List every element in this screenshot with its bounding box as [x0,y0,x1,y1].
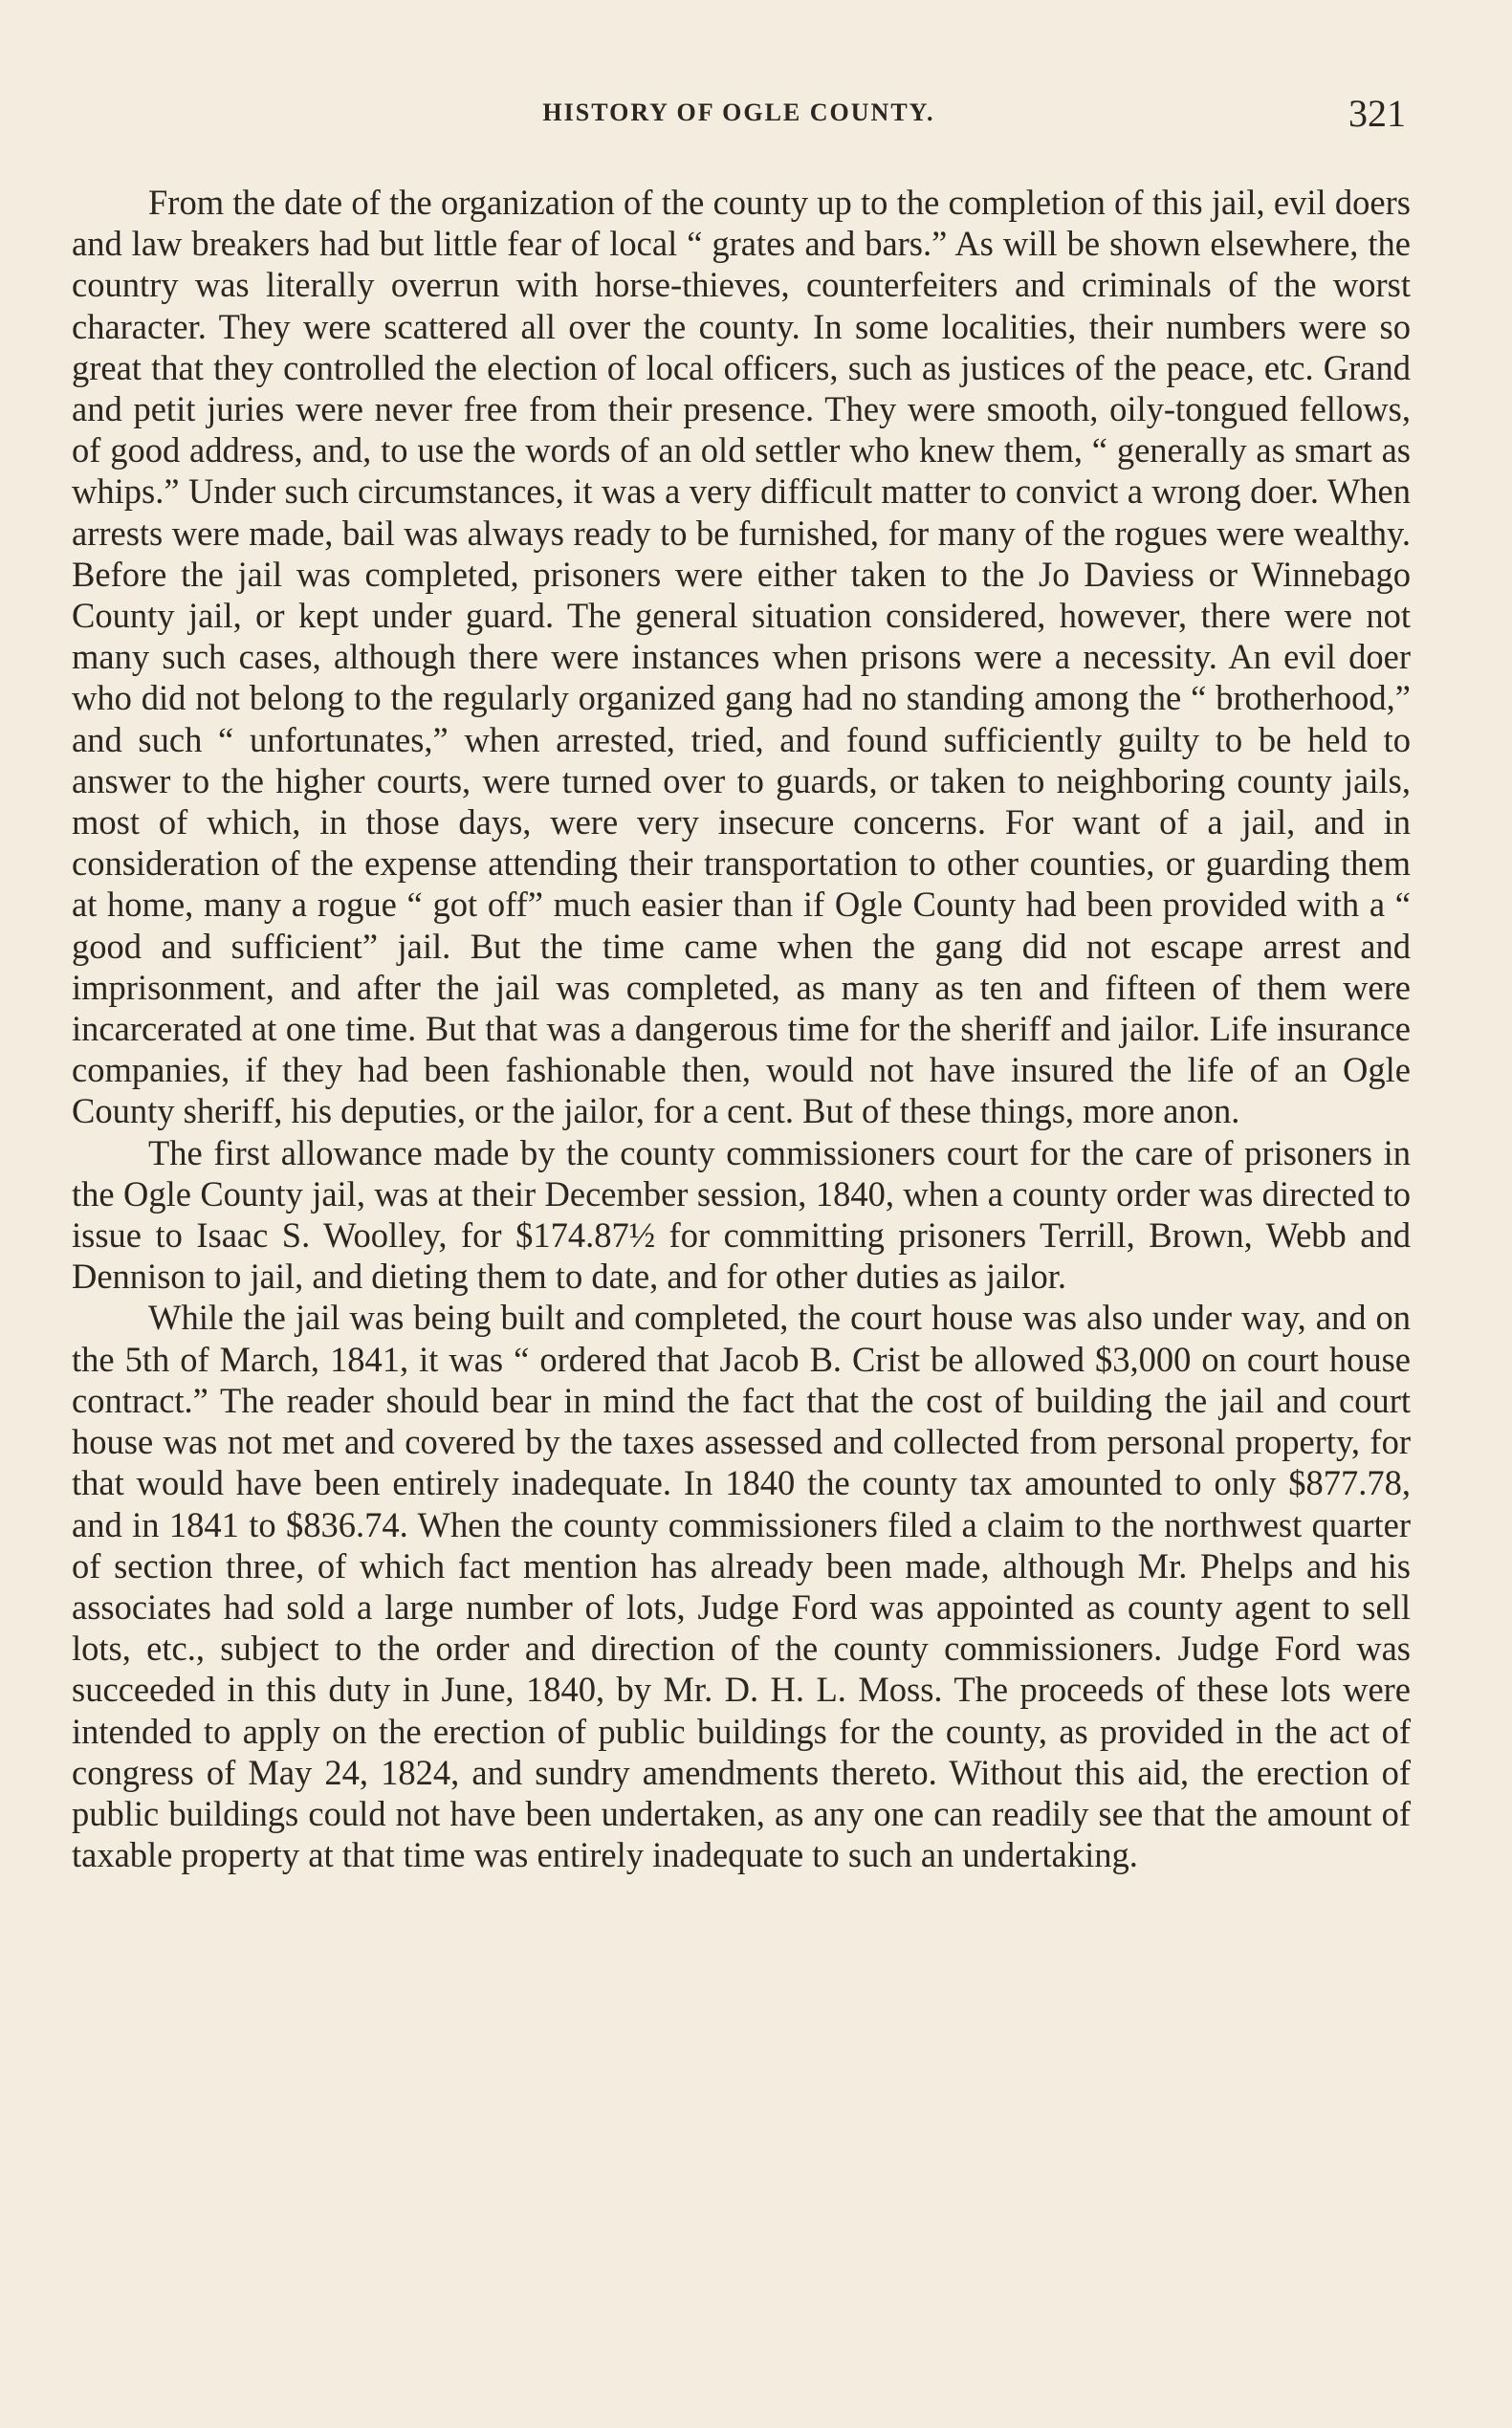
running-head: HISTORY OF OGLE COUNTY. [542,98,935,126]
page-header [72,91,1406,139]
paragraph-3: While the jail was being built and completed, the court house was also under way, and on the 5th of March, 1841, it was “ ordered that Jacob B. Crist be allowed $3,000 on court house contract.” The reader should bear in mind the fact that the cost of building the jail and court house was not met and covered by the taxes assessed and collected from personal property, for that would have been entirely inadequate. In 1840 the county tax amounted to only $877.78, and in 1841 to $836.74. When the county commissioners filed a claim to the northwest quarter of section three, of which fact mention has already been made, although Mr. Phelps and his associates had sold a large number of lots, Judge Ford was appointed as county agent to sell lots, etc., subject to the order and direction of the county commissioners. Judge Ford was succeeded in this duty in June, 1840, by Mr. D. H. L. Moss. The proceeds of these lots were intended to apply on the erection of public buildings for the county, as provided in the act of congress of May 24, 1824, and sundry amendments thereto. Without this aid, the erection of public buildings could not have been undertaken, as any one can readily see that the amount of taxable property at that time was entirely inadequate to such an undertaking. [72,1298,1411,1875]
paragraph-1: From the date of the organization of the county up to the completion of this jail, evil doers and law breakers had but little fear of local “ grates and bars.” As will be shown elsewhere, the country was literally overrun with horse-thieves, counterfeiters and criminals of the worst character. They were scattered all over the county. In some localities, their numbers were so great that they controlled the election of local officers, such as justices of the peace, etc. Grand and petit juries were never free from their presence. They were smooth, oily-tongued fellows, of good address, and, to use the words of an old settler who knew them, “ generally as smart as whips.” Under such circumstances, it was a very difficult matter to convict a wrong doer. When arrests were made, bail was always ready to be furnished, for many of the rogues were wealthy. Before the jail was completed, prisoners were either taken to the Jo Daviess or Winnebago County jail, or kept under guard. The general situation considered, however, there were not many such cases, although there were instances when prisons were a necessity. An evil doer who did not belong to the regularly organized gang had no standing among the “ brotherhood,” and such “ unfortunates,” when arrested, tried, and found sufficiently guilty to be held to answer to the higher courts, were turned over to guards, or taken to neighboring county jails, most of which, in those days, were very insecure concerns. For want of a jail, and in consideration of the expense attending their transportation to other counties, or guarding them at home, many a rogue “ got off” much easier than if Ogle County had been provided with a “ good and sufficient” jail. But the time came when the gang did not escape arrest and imprisonment, and after the jail was completed, as many as ten and fifteen of them were incarcerated at one time. But that was a dangerous time for the sheriff and jailor. Life insurance companies, if they had been fashionable then, would not have insured the life of an Ogle County sheriff, his deputies, or the jailor, for a cent. But of these things, more anon. [72,183,1411,1131]
paragraph-2: The first allowance made by the county commissioners court for the care of prisoners in the Ogle County jail, was at their December session, 1840, when a county order was directed to issue to Isaac S. Woolley, for $174.87½ for committing prisoners Terrill, Brown, Webb and Dennison to jail, and dieting them to date, and for other duties as jailor. [72,1132,1411,1297]
page-number: 321 [1348,92,1406,135]
body-text [72,182,1411,1875]
